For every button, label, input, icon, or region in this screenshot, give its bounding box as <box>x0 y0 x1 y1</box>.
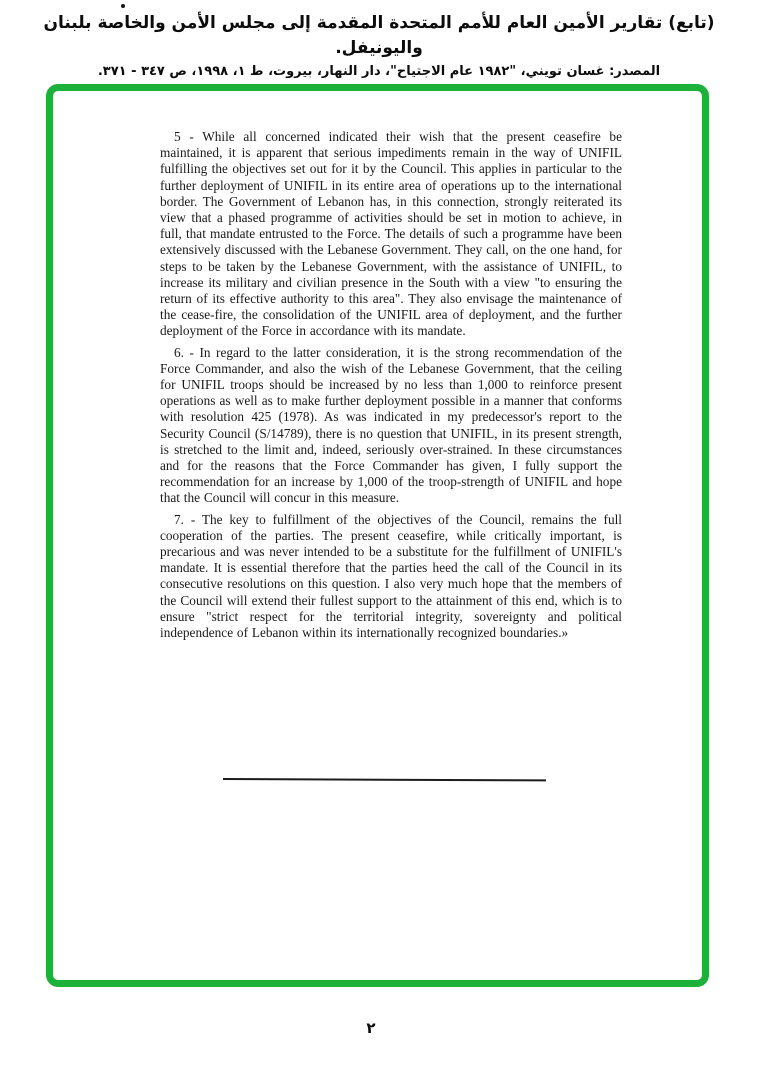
document-text-block <box>160 129 622 646</box>
header-source-citation: المصدر: غسان تويني، "١٩٨٢ عام الاجتياح"، دار النهار، بيروت، ط ١، ١٩٩٨، ص ٣٤٧ - ٣٧١. <box>97 64 661 80</box>
paragraph-7: 7. - The key to fulfillment of the objectives of the Council, remains the full cooperation of the parties. The present ceasefire, while critically important, is precarious and was never intended to be a substitute for the fulfillment of UNIFIL's mandate. It is essential therefore that the parties heed the call of the Council in its consecutive resolutions on this question. I also very much hope that the members of the Council will extend their fullest support to the attainment of this end, which is to ensure "strict respect for the territorial integrity, sovereignty and political independence of Lebanon within its internationally recognized boundaries.» <box>160 511 622 641</box>
page-number: ٢ <box>366 1019 376 1037</box>
ink-dot-artifact <box>121 4 125 8</box>
page-footer <box>0 1019 758 1038</box>
page-header <box>0 11 758 81</box>
header-title-arabic: (تابع) تقارير الأمين العام للأمم المتحدة المقدمة إلى مجلس الأمن والخاصة بلبنان واليونيفل. <box>43 13 715 58</box>
paragraph-5: 5 - While all concerned indicated their wish that the present ceasefire be maintained, it is apparent that serious impediments remain in the way of UNIFIL fulfilling the objectives set out for it by the Council. This applies in particular to the further deployment of UNIFIL in its entire area of operations up to the international border. The Government of Lebanon has, in this connection, strongly reiterated its view that a phased programme of activities should be set in motion to achieve, in full, that mandate entrusted to the Force. The details of such a programme have been extensively discussed with the Lebanese Government. They call, on the one hand, for steps to be taken by the Lebanese Government, with the assistance of UNIFIL, to increase its military and civilian presence in the South with a view "to ensuring the return of its effective authority to this area". They also envisage the maintenance of the cease-fire, the consolidation of the UNIFIL area of deployment, and the further deployment of the Force in accordance with its mandate. <box>160 129 622 339</box>
paragraph-6: 6. - In regard to the latter consideration, it is the strong recommendation of the Force Commander, and also the wish of the Lebanese Government, that the ceiling for UNIFIL troops should be increased by no less than 1,000 to reinforce present operations as well as to make further deployment possible in a manner that conforms with resolution 425 (1978). As was indicated in my predecessor's report to the Security Council (S/14789), there is no question that UNIFIL, in its present strength, is stretched to the limit and, indeed, seriously over-strained. In these circumstances and for the reasons that the Force Commander has given, I fully support the recommendation for an increase by 1,000 of the troop-strength of UNIFIL and hope that the Council will concur in this measure. <box>160 344 622 506</box>
